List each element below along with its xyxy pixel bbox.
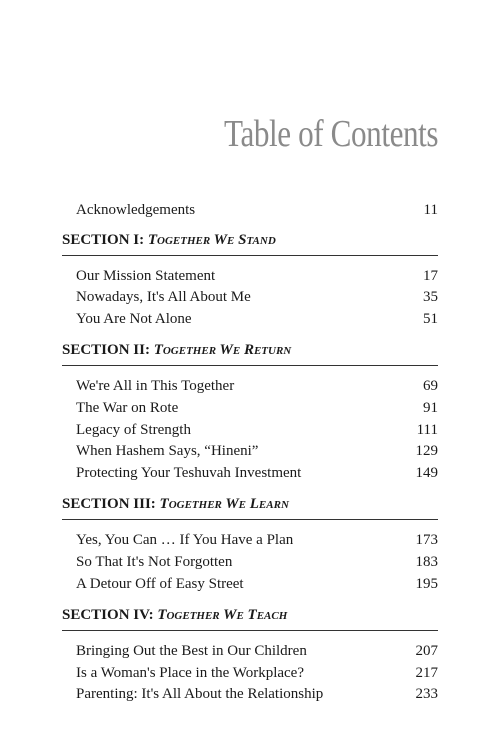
section-number: SECTION I: — [62, 231, 148, 248]
toc-entry-label: Legacy of Strength — [76, 421, 191, 438]
section-subtitle: Together We Learn — [159, 496, 289, 513]
page-title: Table of Contents — [223, 113, 438, 155]
toc-entry-page: 51 — [423, 310, 438, 327]
toc-entry-page: 233 — [415, 686, 438, 703]
section-subtitle: Together We Return — [153, 342, 292, 359]
section-2 — [62, 342, 438, 484]
section-subtitle: Together We Stand — [147, 231, 276, 248]
toc-entry-label: You Are Not Alone — [76, 310, 192, 327]
toc-entry-label: Protecting Your Teshuvah Investment — [76, 464, 302, 481]
toc-entry-page: 91 — [423, 399, 438, 416]
toc-entry[interactable] — [62, 420, 438, 442]
toc-entry[interactable] — [62, 684, 438, 706]
toc-entry-page: 183 — [415, 553, 438, 570]
front-matter — [62, 200, 438, 222]
toc-entry-label: Yes, You Can … If You Have a Plan — [76, 532, 294, 549]
section-4 — [62, 607, 438, 706]
toc-entry[interactable] — [62, 641, 438, 663]
toc-entry-page: 149 — [415, 464, 438, 481]
section-heading — [62, 342, 438, 366]
section-number: SECTION IV: — [62, 607, 158, 624]
toc-entry-label: When Hashem Says, “Hineni” — [76, 443, 259, 460]
toc-entry-label: Our Mission Statement — [76, 267, 216, 284]
toc-entry[interactable] — [62, 463, 438, 485]
toc-entry[interactable] — [62, 441, 438, 463]
toc-entry-page: 217 — [415, 664, 438, 681]
section-number: SECTION II: — [62, 342, 154, 359]
toc-entry[interactable] — [62, 530, 438, 552]
toc-entry[interactable] — [62, 200, 438, 222]
toc-entry-page: 207 — [415, 643, 438, 660]
toc-entry-label: Parenting: It's All About the Relationship — [76, 686, 324, 703]
toc-entry-label: So That It's Not Forgotten — [76, 553, 233, 570]
section-heading — [62, 232, 438, 256]
section-number: SECTION III: — [62, 496, 160, 513]
toc-entry-page: 69 — [423, 378, 438, 395]
toc-entry-label: The War on Rote — [76, 399, 179, 416]
toc-entry-label: A Detour Off of Easy Street — [76, 575, 244, 592]
table-of-contents — [62, 200, 438, 718]
toc-entry-page: 111 — [416, 421, 438, 438]
toc-entry-page: 173 — [415, 532, 438, 549]
toc-entry-page: 17 — [423, 267, 438, 284]
section-subtitle: Together We Teach — [157, 607, 288, 624]
toc-entry-label: Acknowledgements — [76, 202, 196, 218]
toc-entry[interactable] — [62, 574, 438, 596]
toc-entry[interactable] — [62, 398, 438, 420]
toc-entry[interactable] — [62, 287, 438, 309]
section-heading — [62, 496, 438, 520]
toc-entry[interactable] — [62, 552, 438, 574]
toc-entry[interactable] — [62, 309, 438, 331]
toc-entry-page: 11 — [423, 202, 438, 218]
toc-entry[interactable] — [62, 266, 438, 288]
toc-entry-page: 35 — [423, 289, 438, 306]
toc-entry-label: Is a Woman's Place in the Workplace? — [76, 664, 304, 681]
toc-entry[interactable] — [62, 376, 438, 398]
toc-entry[interactable] — [62, 663, 438, 685]
section-1 — [62, 232, 438, 331]
toc-entry-label: Bringing Out the Best in Our Children — [76, 643, 307, 660]
toc-entry-label: We're All in This Together — [76, 378, 235, 395]
toc-entry-label: Nowadays, It's All About Me — [76, 289, 251, 306]
toc-entry-page: 129 — [415, 443, 438, 460]
section-3 — [62, 496, 438, 595]
section-heading — [62, 607, 438, 631]
toc-entry-page: 195 — [415, 575, 438, 592]
